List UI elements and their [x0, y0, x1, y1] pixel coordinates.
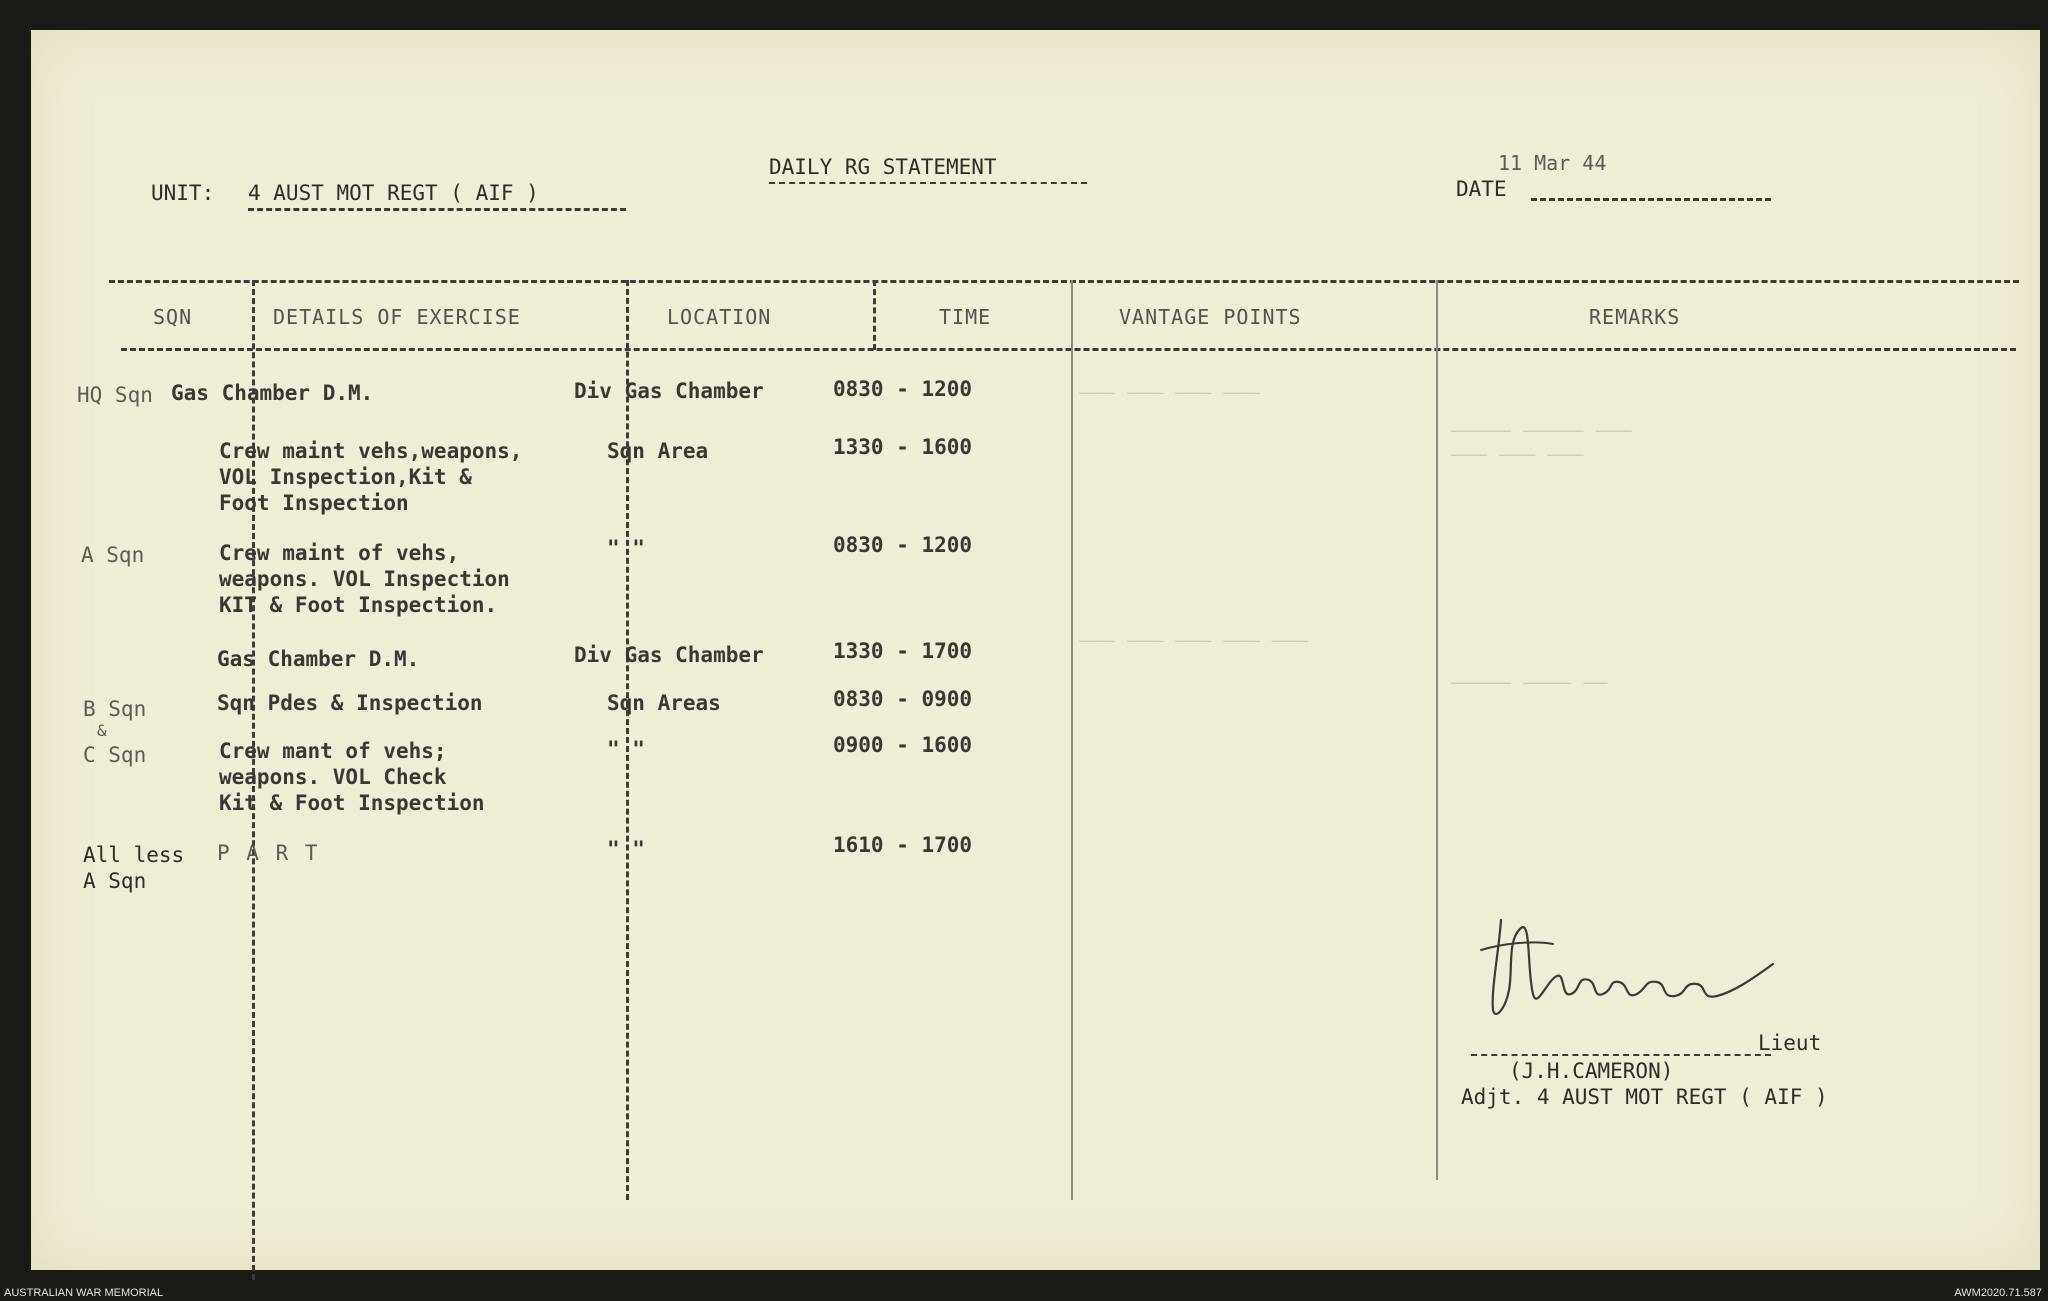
- detail-a-1b: weapons. VOL Inspection: [219, 567, 510, 591]
- location-bc-2: " ": [607, 737, 645, 761]
- detail-bc-2c: Kit & Foot Inspection: [219, 791, 485, 815]
- unit-underline: [248, 208, 626, 211]
- location-a-2: Div Gas Chamber: [574, 643, 764, 667]
- header-details: DETAILS OF EXERCISE: [273, 305, 521, 329]
- location-hq-1: Div Gas Chamber: [574, 379, 764, 403]
- table-top-rule: [109, 280, 2019, 283]
- detail-all: P A R T: [217, 841, 320, 865]
- detail-hq-2a: Crew maint vehs,weapons,: [219, 439, 523, 463]
- unit-label: UNIT:: [151, 181, 215, 205]
- header-vantage-points: VANTAGE POINTS: [1119, 305, 1302, 329]
- table-header-rule: [121, 348, 2016, 351]
- signatory-appointment: Adjt. 4 AUST MOT REGT ( AIF ): [1461, 1085, 1828, 1109]
- detail-bc-1: Sqn Pdes & Inspection: [217, 691, 483, 715]
- unit-value: 4 AUST MOT REGT ( AIF ): [248, 181, 539, 205]
- sqn-all-less-a: A Sqn: [83, 869, 147, 893]
- time-hq-1: 0830 - 1200: [833, 377, 973, 401]
- date-label: DATE: [1456, 177, 1507, 201]
- time-a-2: 1330 - 1700: [833, 639, 973, 663]
- signatory-rank: Lieut: [1758, 1031, 1822, 1055]
- time-hq-2: 1330 - 1600: [833, 435, 973, 459]
- title-underline: [769, 182, 1087, 184]
- header-remarks: REMARKS: [1589, 305, 1681, 329]
- time-all: 1610 - 1700: [833, 833, 973, 857]
- sqn-b: B Sqn: [83, 697, 147, 721]
- footer-catalogue-number: AWM2020.71.587: [1954, 1287, 2042, 1299]
- column-divider-vantage: [1436, 280, 1438, 1180]
- column-divider-time: [1071, 280, 1073, 1200]
- signatory-name: (J.H.CAMERON): [1509, 1059, 1674, 1083]
- detail-a-2: Gas Chamber D.M.: [217, 647, 420, 671]
- location-hq-2: Sqn Area: [607, 439, 709, 463]
- detail-a-1a: Crew maint of vehs,: [219, 541, 460, 565]
- location-all: " ": [607, 837, 645, 861]
- time-bc-2: 0900 - 1600: [833, 733, 973, 757]
- sqn-c: C Sqn: [83, 743, 147, 767]
- header-time: TIME: [939, 305, 992, 329]
- column-divider-location: [873, 280, 876, 350]
- time-a-1: 0830 - 1200: [833, 533, 973, 557]
- handwritten-signature: [1461, 910, 1801, 1030]
- location-a-1: " ": [607, 536, 645, 560]
- sqn-all-less: All less: [83, 843, 185, 867]
- date-underline: [1531, 198, 1771, 201]
- detail-a-1c: KIT & Foot Inspection.: [219, 593, 498, 617]
- time-bc-1: 0830 - 0900: [833, 687, 973, 711]
- header-sqn: SQN: [153, 305, 193, 329]
- sqn-ampersand: &: [97, 721, 107, 740]
- location-bc-1: Sqn Areas: [607, 691, 721, 715]
- header-location: LOCATION: [667, 305, 772, 329]
- footer-archive-name: AUSTRALIAN WAR MEMORIAL: [4, 1287, 164, 1299]
- detail-hq-2c: Foot Inspection: [219, 491, 409, 515]
- date-value: 11 Mar 44: [1498, 151, 1607, 175]
- document-page: UNIT: 4 AUST MOT REGT ( AIF ) DAILY RG STATEMENT 11 Mar 44 DATE SQN DETAILS OF EXERCISE LOCATION TIME VANTAGE POINTS REMARKS ——— ——— ——— ——— ————— ————— ——— ——— ——— ——— ——— ——— ——— ——— ——— ————— ———— —— HQ Sqn Gas Chamber D.M. Div Gas Chamber 0830 - 1200 Crew maint vehs,weapons, VOL Inspection,Kit & Foot Inspection Sqn Area 1330 - 1600 A Sqn Crew maint of vehs, weapons. VOL Inspection KIT & Foot Inspection. " " 0830 - 1200 Gas Chamber D.M. Div Gas Chamber 1330 - 1700 B Sqn & C Sqn Sqn Pdes & Inspection Sqn Areas 0830 - 0900 Crew mant of vehs; weapons. VOL Check Kit & Foot Inspection " " 0900 - 1600 All less A Sqn P A R T " " 1610 - 1700 Lieut (J.H.CAMERON) Adjt. 4 AUST MOT REGT ( AIF ): [31, 30, 2040, 1270]
- signature-line: [1471, 1054, 1771, 1056]
- sqn-hq: HQ Sqn: [77, 383, 153, 407]
- document-title: DAILY RG STATEMENT: [769, 155, 997, 179]
- detail-bc-2a: Crew mant of vehs;: [219, 739, 447, 763]
- detail-hq-2b: VOL Inspection,Kit &: [219, 465, 472, 489]
- detail-bc-2b: weapons. VOL Check: [219, 765, 447, 789]
- sqn-a: A Sqn: [81, 543, 145, 567]
- detail-hq-1: Gas Chamber D.M.: [171, 381, 374, 405]
